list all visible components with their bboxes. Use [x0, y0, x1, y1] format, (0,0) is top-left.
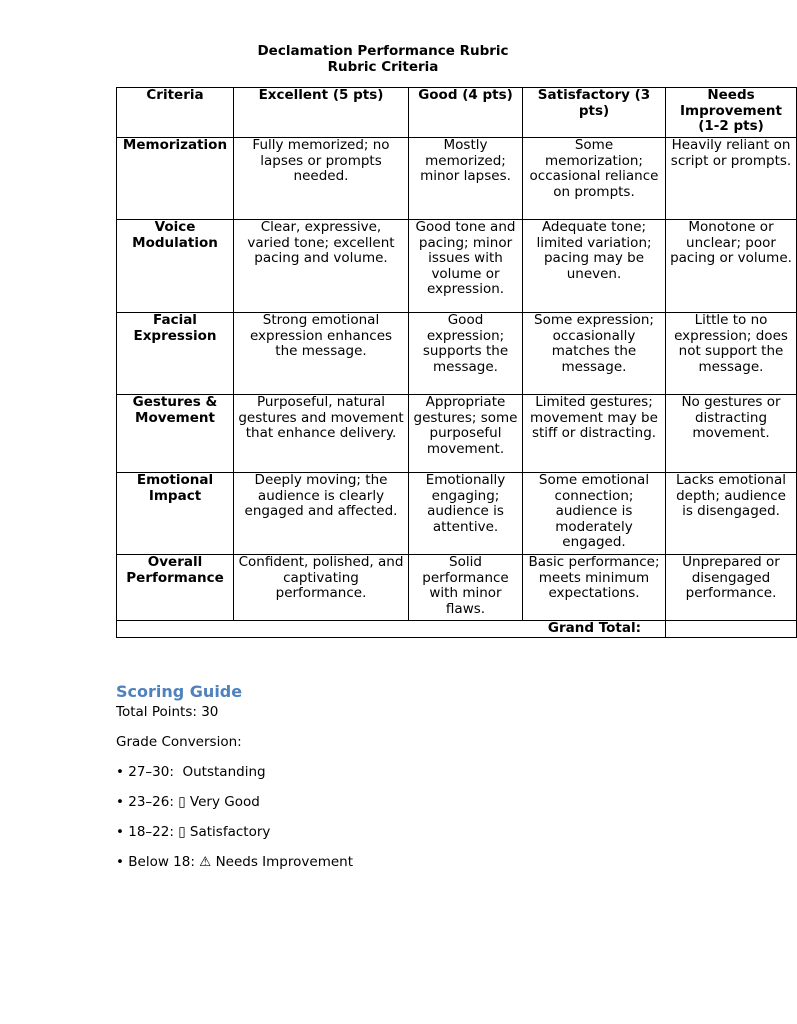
header-criteria: Criteria [117, 88, 234, 138]
header-excellent: Excellent (5 pts) [234, 88, 409, 138]
cell-satisfactory: Some expression; occasionally matches the message. [523, 313, 666, 395]
table-row [117, 473, 797, 555]
document-title: Declamation Performance Rubric [257, 43, 509, 59]
table-row [117, 395, 797, 473]
cell-satisfactory: Some memorization; occasional reliance on prompts. [523, 138, 666, 220]
cell-satisfactory: Adequate tone; limited variation; pacing may be uneven. [523, 220, 666, 313]
cell-needs-improvement: Unprepared or disengaged performance. [666, 555, 797, 621]
grade-item: • 23–26: ▯ Very Good [116, 794, 260, 810]
row-criterion: Memorization [117, 138, 234, 220]
cell-satisfactory: Some emotional connection; audience is moderately engaged. [523, 473, 666, 555]
total-points-text: Total Points: 30 [116, 704, 219, 720]
rubric-table [116, 87, 797, 638]
grand-total-label: Grand Total: [117, 621, 666, 638]
cell-needs-improvement: No gestures or distracting movement. [666, 395, 797, 473]
cell-needs-improvement: Heavily reliant on script or prompts. [666, 138, 797, 220]
cell-excellent: Fully memorized; no lapses or prompts needed. [234, 138, 409, 220]
cell-satisfactory: Limited gestures; movement may be stiff or distracting. [523, 395, 666, 473]
header-good: Good (4 pts) [409, 88, 523, 138]
grade-item: • Below 18: ⚠ Needs Improvement [116, 854, 353, 870]
grade-item: • 18–22: ▯ Satisfactory [116, 824, 271, 840]
table-row [117, 138, 797, 220]
document-subtitle: Rubric Criteria [327, 59, 439, 75]
table-row [117, 555, 797, 621]
cell-needs-improvement: Little to no expression; does not support the message. [666, 313, 797, 395]
cell-satisfactory: Basic performance; meets minimum expectations. [523, 555, 666, 621]
cell-good: Good tone and pacing; minor issues with volume or expression. [409, 220, 523, 313]
grade-item: • 27–30: Outstanding [116, 764, 266, 780]
cell-excellent: Clear, expressive, varied tone; excellent pacing and volume. [234, 220, 409, 313]
cell-needs-improvement: Lacks emotional depth; audience is disengaged. [666, 473, 797, 555]
grand-total-value [666, 621, 797, 638]
cell-good: Solid performance with minor flaws. [409, 555, 523, 621]
table-header-row [117, 88, 797, 138]
cell-good: Good expression; supports the message. [409, 313, 523, 395]
header-needs-improvement: Needs Improvement (1-2 pts) [666, 88, 797, 138]
grade-conversion-label: Grade Conversion: [116, 734, 242, 750]
cell-good: Appropriate gestures; some purposeful movement. [409, 395, 523, 473]
cell-needs-improvement: Monotone or unclear; poor pacing or volume. [666, 220, 797, 313]
cell-good: Mostly memorized; minor lapses. [409, 138, 523, 220]
grand-total-row [117, 621, 797, 638]
row-criterion: Gestures & Movement [117, 395, 234, 473]
row-criterion: Emotional Impact [117, 473, 234, 555]
table-row [117, 313, 797, 395]
cell-excellent: Confident, polished, and captivating performance. [234, 555, 409, 621]
row-criterion: Overall Performance [117, 555, 234, 621]
document-header [232, 43, 534, 75]
row-criterion: Voice Modulation [117, 220, 234, 313]
cell-excellent: Purposeful, natural gestures and movement that enhance delivery. [234, 395, 409, 473]
table-row [117, 220, 797, 313]
scoring-guide-title: Scoring Guide [116, 682, 243, 701]
cell-excellent: Deeply moving; the audience is clearly engaged and affected. [234, 473, 409, 555]
row-criterion: Facial Expression [117, 313, 234, 395]
cell-excellent: Strong emotional expression enhances the message. [234, 313, 409, 395]
cell-good: Emotionally engaging; audience is attentive. [409, 473, 523, 555]
header-satisfactory: Satisfactory (3 pts) [523, 88, 666, 138]
